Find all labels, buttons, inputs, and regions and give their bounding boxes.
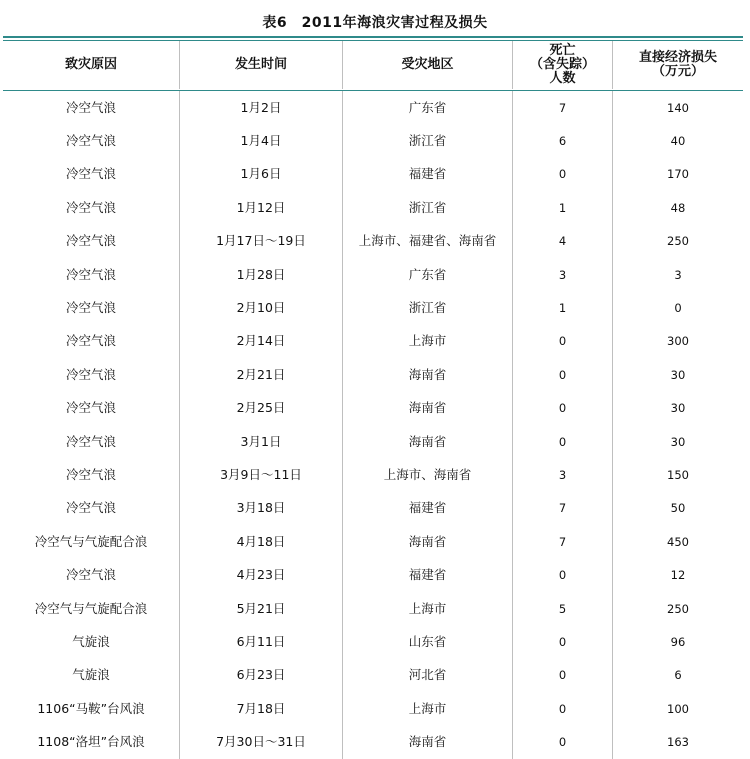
cell-deaths: 4	[513, 225, 613, 258]
cell-loss: 3	[674, 267, 682, 282]
cell-region: 海南省	[343, 425, 513, 458]
header-date: 发生时间	[180, 41, 343, 89]
cell-loss: 48	[670, 200, 686, 215]
cell-cause: 冷空气浪	[3, 425, 180, 458]
cell-deaths: 7	[513, 492, 613, 525]
cell-cause: 冷空气浪	[3, 91, 180, 124]
cell-date: 1月4日	[180, 124, 343, 157]
cell-region: 广东省	[343, 91, 513, 124]
cell-deaths: 0	[513, 692, 613, 725]
cell-loss: 30	[670, 401, 686, 416]
cell-date: 1月6日	[180, 158, 343, 191]
table-row	[3, 558, 743, 591]
table-top-rule	[3, 36, 743, 38]
cell-region: 河北省	[343, 659, 513, 692]
cell-date: 4月18日	[180, 525, 343, 558]
table-row	[3, 91, 743, 124]
cell-loss: 300	[667, 334, 689, 349]
cell-loss: 30	[670, 434, 686, 449]
cell-loss: 0	[674, 301, 682, 316]
header-loss: 直接经济损失 （万元）	[638, 50, 717, 79]
cell-cause: 冷空气浪	[3, 392, 180, 425]
cell-region: 海南省	[343, 358, 513, 391]
cell-date: 3月1日	[180, 425, 343, 458]
table-row	[3, 325, 743, 358]
header-deaths: 死亡 （含失踪） 人数	[513, 41, 613, 89]
table-row	[3, 158, 743, 191]
cell-loss: 150	[667, 467, 689, 482]
cell-cause: 冷空气浪	[3, 358, 180, 391]
cell-cause: 冷空气浪	[3, 258, 180, 291]
cell-deaths: 6	[513, 124, 613, 157]
table-row	[3, 124, 743, 157]
table-row	[3, 725, 743, 758]
cell-cause: 1106“马鞍”台风浪	[3, 692, 180, 725]
cell-date: 2月21日	[180, 358, 343, 391]
cell-cause: 冷空气浪	[3, 291, 180, 324]
cell-deaths: 0	[513, 725, 613, 758]
cell-deaths: 0	[513, 158, 613, 191]
cell-loss: 163	[667, 735, 689, 750]
table-row	[3, 291, 743, 324]
cell-loss: 96	[670, 634, 686, 649]
cell-date: 7月30日～31日	[180, 725, 343, 758]
table-row	[3, 592, 743, 625]
cell-date: 1月28日	[180, 258, 343, 291]
cell-loss: 30	[670, 367, 686, 382]
cell-loss: 250	[667, 234, 689, 249]
cell-deaths: 7	[513, 525, 613, 558]
cell-cause: 冷空气浪	[3, 458, 180, 491]
cell-deaths: 3	[513, 258, 613, 291]
table-row	[3, 258, 743, 291]
cell-deaths: 0	[513, 358, 613, 391]
table-row	[3, 191, 743, 224]
cell-region: 上海市、福建省、海南省	[343, 225, 513, 258]
cell-cause: 冷空气浪	[3, 492, 180, 525]
cell-date: 6月23日	[180, 659, 343, 692]
cell-date: 2月14日	[180, 325, 343, 358]
cell-date: 6月11日	[180, 625, 343, 658]
table-row	[3, 659, 743, 692]
cell-region: 上海市、海南省	[343, 458, 513, 491]
cell-date: 3月18日	[180, 492, 343, 525]
cell-region: 海南省	[343, 525, 513, 558]
cell-loss: 140	[667, 100, 689, 115]
cell-date: 2月10日	[180, 291, 343, 324]
table-row	[3, 458, 743, 491]
cell-date: 7月18日	[180, 692, 343, 725]
cell-cause: 冷空气浪	[3, 158, 180, 191]
cell-deaths: 0	[513, 392, 613, 425]
cell-region: 广东省	[343, 258, 513, 291]
cell-cause: 冷空气浪	[3, 191, 180, 224]
cell-loss: 250	[667, 601, 689, 616]
cell-date: 5月21日	[180, 592, 343, 625]
table-row	[3, 492, 743, 525]
cell-deaths: 0	[513, 659, 613, 692]
cell-deaths: 5	[513, 592, 613, 625]
cell-region: 浙江省	[343, 191, 513, 224]
cell-loss: 12	[670, 568, 686, 583]
cell-region: 上海市	[343, 692, 513, 725]
cell-loss: 40	[670, 134, 686, 149]
cell-deaths: 1	[513, 291, 613, 324]
cell-date: 2月25日	[180, 392, 343, 425]
table-row	[3, 358, 743, 391]
cell-cause: 冷空气浪	[3, 558, 180, 591]
cell-region: 海南省	[343, 392, 513, 425]
cell-cause: 1108“洛坦”台风浪	[3, 725, 180, 758]
table-row	[3, 692, 743, 725]
cell-region: 福建省	[343, 558, 513, 591]
cell-deaths: 0	[513, 325, 613, 358]
cell-region: 福建省	[343, 158, 513, 191]
table-row	[3, 225, 743, 258]
cell-loss: 450	[667, 534, 689, 549]
table-body	[3, 91, 743, 759]
cell-deaths: 0	[513, 425, 613, 458]
table-row	[3, 525, 743, 558]
cell-deaths: 3	[513, 458, 613, 491]
cell-loss: 100	[667, 701, 689, 716]
cell-date: 1月12日	[180, 191, 343, 224]
cell-region: 浙江省	[343, 291, 513, 324]
cell-date: 1月2日	[180, 91, 343, 124]
cell-cause: 冷空气浪	[3, 124, 180, 157]
cell-deaths: 0	[513, 558, 613, 591]
table-row	[3, 425, 743, 458]
cell-loss: 170	[667, 167, 689, 182]
header-region: 受灾地区	[343, 41, 513, 89]
cell-region: 山东省	[343, 625, 513, 658]
cell-region: 上海市	[343, 325, 513, 358]
cell-date: 1月17日～19日	[180, 225, 343, 258]
cell-cause: 冷空气与气旋配合浪	[3, 592, 180, 625]
cell-region: 上海市	[343, 592, 513, 625]
cell-cause: 冷空气与气旋配合浪	[3, 525, 180, 558]
cell-loss: 50	[670, 501, 686, 516]
cell-deaths: 7	[513, 91, 613, 124]
cell-region: 福建省	[343, 492, 513, 525]
table-header	[3, 41, 743, 89]
table-row	[3, 625, 743, 658]
cell-region: 海南省	[343, 725, 513, 758]
header-cause: 致灾原因	[3, 41, 180, 89]
cell-deaths: 0	[513, 625, 613, 658]
cell-cause: 气旋浪	[3, 659, 180, 692]
cell-region: 浙江省	[343, 124, 513, 157]
cell-cause: 气旋浪	[3, 625, 180, 658]
cell-cause: 冷空气浪	[3, 225, 180, 258]
cell-date: 4月23日	[180, 558, 343, 591]
cell-date: 3月9日～11日	[180, 458, 343, 491]
cell-deaths: 1	[513, 191, 613, 224]
table-row	[3, 392, 743, 425]
table-title: 表6 2011年海浪灾害过程及损失	[262, 15, 488, 31]
cell-cause: 冷空气浪	[3, 325, 180, 358]
cell-loss: 6	[674, 668, 682, 683]
